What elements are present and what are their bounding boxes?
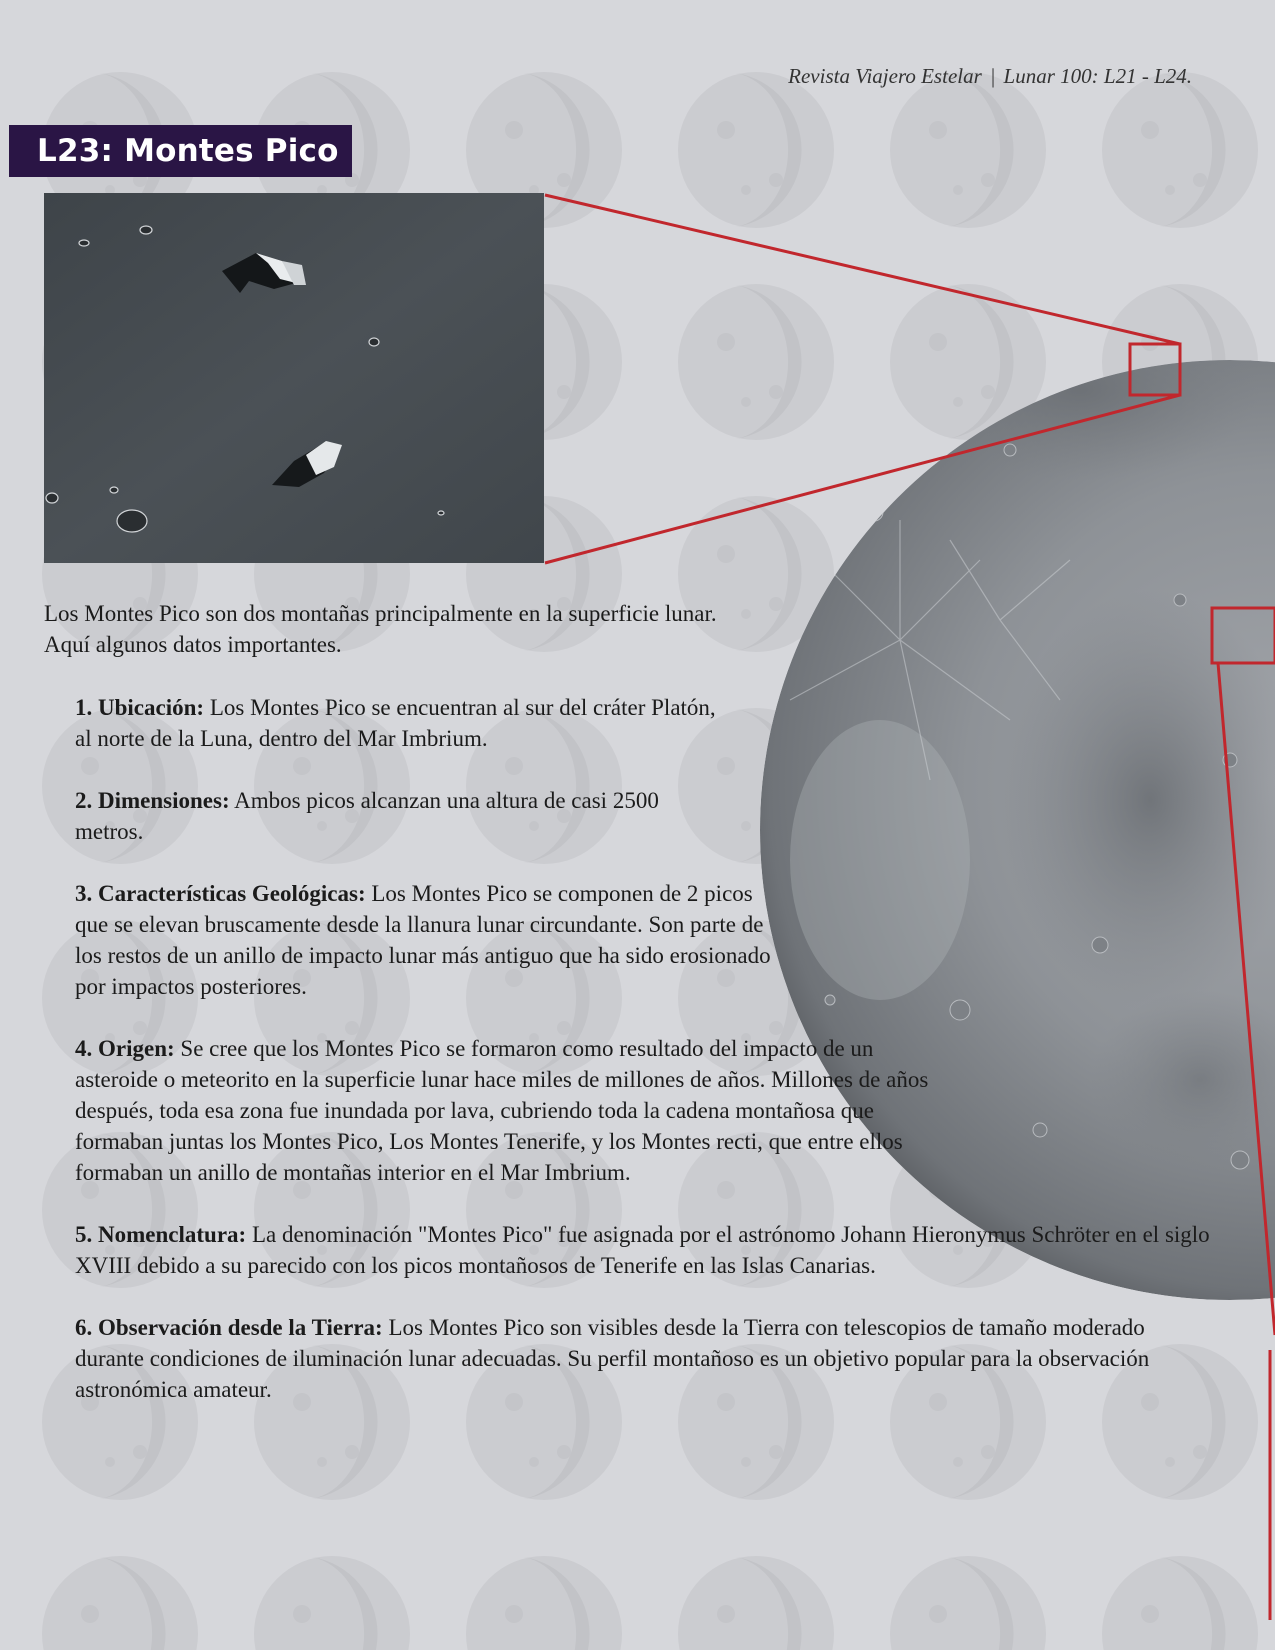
fact-text: Los Montes Pico son visibles desde la Tierra con telescopios de tamaño moderado durante condiciones de iluminación lunar adecuadas. Su perfil montañoso es un objetivo popular para la observación astronómica amateur. — [75, 1315, 1150, 1402]
fact-label: 5. Nomenclatura: — [75, 1222, 247, 1247]
callout-line-next — [1218, 663, 1275, 1335]
callout-box-pico — [1130, 344, 1180, 395]
intro-paragraph: Los Montes Pico son dos montañas principalmente en la superficie lunar. Aquí algunos datos importantes. — [44, 601, 717, 657]
publication-name: Revista Viajero Estelar — [788, 64, 982, 88]
fact-text: La denominación "Montes Pico" fue asignada por el astrónomo Johann Hieronymus Schröter en el siglo XVIII debido a su parecido con los picos montañosos de Tenerife en las Islas Canarias. — [75, 1222, 1210, 1278]
fact-nomenclatura — [75, 1219, 1215, 1281]
title-banner — [9, 125, 352, 177]
fact-label: 6. Observación desde la Tierra: — [75, 1315, 383, 1340]
fact-label: 4. Origen: — [75, 1036, 175, 1061]
fact-ubicacion — [75, 692, 735, 754]
page-title: L23: Montes Pico — [37, 133, 339, 169]
fact-text: Ambos picos alcanzan una altura de casi 2500 metros. — [75, 788, 659, 844]
fact-label: 3. Características Geológicas: — [75, 881, 366, 906]
callout-box-next — [1212, 608, 1275, 663]
running-header — [788, 64, 1192, 89]
fact-dimensiones — [75, 785, 715, 847]
montes-pico-closeup-image — [44, 193, 544, 563]
header-separator: | — [989, 64, 996, 88]
fact-caracteristicas-geologicas — [75, 878, 775, 1002]
fact-origen — [75, 1033, 935, 1188]
fact-label: 2. Dimensiones: — [75, 788, 230, 813]
callout-line-bottom — [545, 395, 1180, 563]
fact-text: Se cree que los Montes Pico se formaron como resultado del impacto de un asteroide o meteorito en la superficie lunar hace miles de millones de años. Millones de años después, toda esa zona fue inundada por lava, cubriendo toda la cadena montañosa que formaban juntas los Montes Pico, Los Montes Tenerife, y los Montes recti, que entre ellos formaban un anillo de montañas interior en el Mar Imbrium. — [75, 1036, 929, 1185]
closeup-photo — [44, 193, 544, 563]
facts-list — [75, 692, 1215, 1436]
fact-label: 1. Ubicación: — [75, 695, 205, 720]
fact-text: Los Montes Pico se componen de 2 picos que se elevan bruscamente desde la llanura lunar circundante. Son parte de los restos de un anillo de impacto lunar más antiguo que ha sido erosionado por impactos posteriores. — [75, 881, 771, 999]
fact-observacion — [75, 1312, 1215, 1405]
fact-text: Los Montes Pico se encuentran al sur del cráter Platón, al norte de la Luna, dentro del Mar Imbrium. — [75, 695, 716, 751]
issue-label: Lunar 100: L21 - L24. — [1003, 64, 1192, 88]
callout-line-top — [545, 195, 1180, 344]
